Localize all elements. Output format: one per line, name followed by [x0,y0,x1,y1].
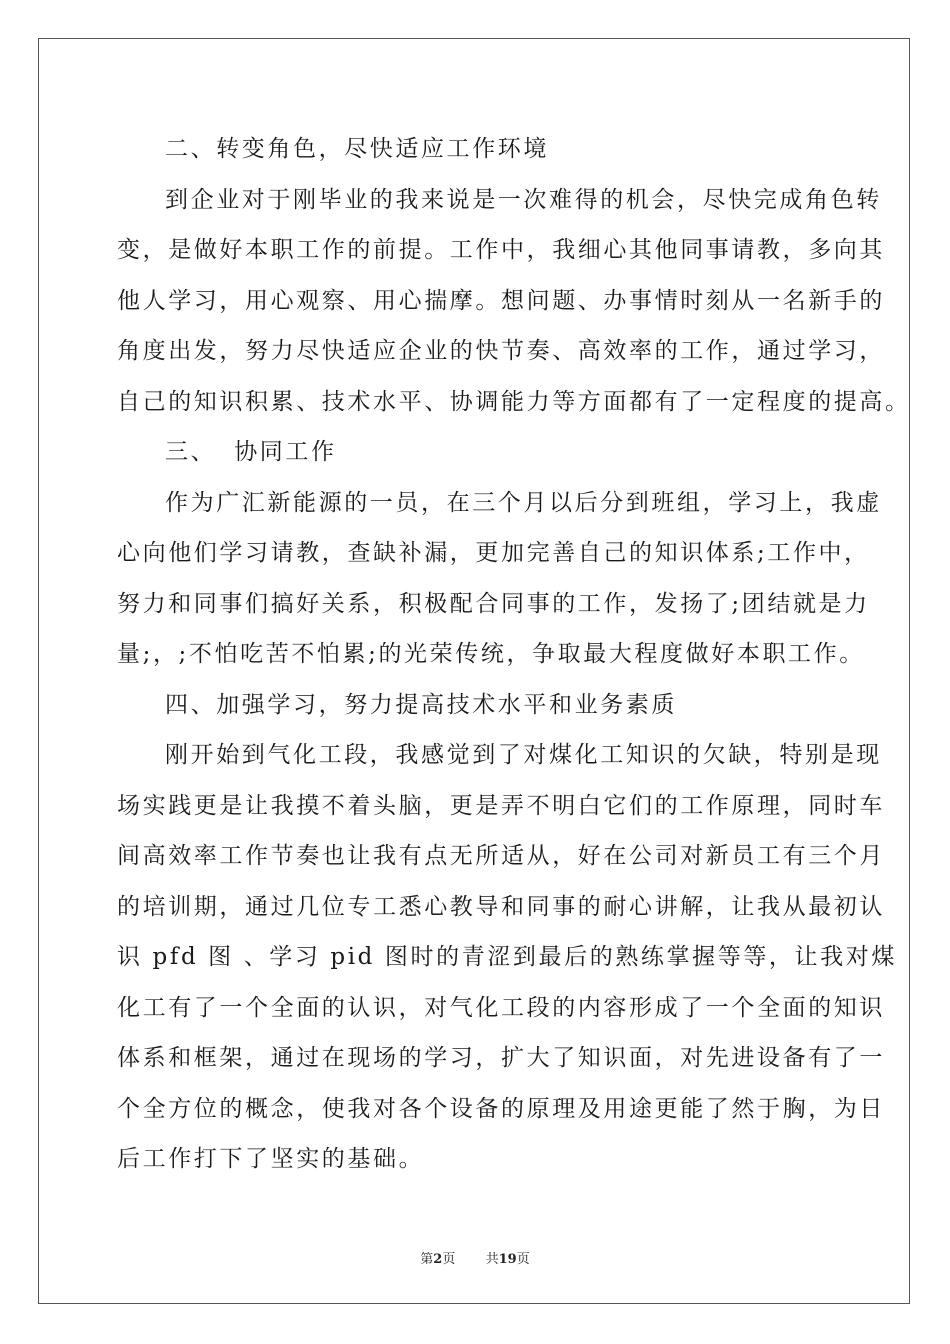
paragraph-line: 后工作打下了坚实的基础。 [117,1146,425,1172]
page-footer [0,1248,950,1267]
paragraph-line: 他人学习，用心观察、用心揣摩。想问题、办事情时刻从一名新手的 [117,287,885,314]
paragraph-line: 场实践更是让我摸不着头脑，更是弄不明白它们的工作原理，同时车 [117,792,885,819]
section-heading-2: 二、转变角色，尽快适应工作环境 [165,136,549,162]
document-body [117,124,911,1185]
paragraph-line: 自己的知识积累、技术水平、协调能力等方面都有了一定程度的提高。 [117,388,911,415]
paragraph-line: 量;，;不怕吃苦不怕累;的光荣传统，争取最大程度做好本职工作。 [117,641,865,667]
paragraph-line: 到企业对于刚毕业的我来说是一次难得的机会，尽快完成角色转 [165,186,882,213]
paragraph-line: 努力和同事们搞好关系，积极配合同事的工作，发扬了;团结就是力 [117,590,870,617]
paragraph-line: 作为广汇新能源的一员，在三个月以后分到班组，学习上，我虚 [165,489,882,516]
paragraph-line: 心向他们学习请教，查缺补漏，更加完善自己的知识体系;工作中， [117,540,870,566]
paragraph-line: 变，是做好本职工作的前提。工作中，我细心其他同事请教，多向其 [117,237,885,263]
paragraph-line: 识 pfd 图 、学习 pid 图时的青涩到最后的熟练掌握等等，让我对煤 [117,944,897,970]
paragraph-line: 刚开始到气化工段，我感觉到了对煤化工知识的欠缺，特别是现 [165,742,882,768]
section-heading-3 [117,427,837,478]
section-heading-3-title: 协同工作 [234,439,337,465]
paragraph-line: 角度出发，努力尽快适应企业的快节奏、高效率的工作，通过学习， [117,338,885,364]
page-number-indicator: 第2页 [420,1252,456,1267]
section-heading-4: 四、加强学习，努力提高技术水平和业务素质 [165,691,677,718]
paragraph-line: 间高效率工作节奏也让我有点无所适从，好在公司对新员工有三个月 [117,843,885,869]
page-total-indicator: 共19页 [485,1252,530,1267]
paragraph-line: 体系和框架，通过在现场的学习，扩大了知识面，对先进设备有了一 [117,1045,885,1071]
section-heading-3-number: 三、 [165,439,217,465]
paragraph-line: 的培训期，通过几位专工悉心教导和同事的耐心讲解，让我从最初认 [117,893,885,920]
paragraph-line: 个全方位的概念，使我对各个设备的原理及用途更能了然于胸，为日 [117,1095,885,1122]
paragraph-line: 化工有了一个全面的认识，对气化工段的内容形成了一个全面的知识 [117,994,885,1021]
